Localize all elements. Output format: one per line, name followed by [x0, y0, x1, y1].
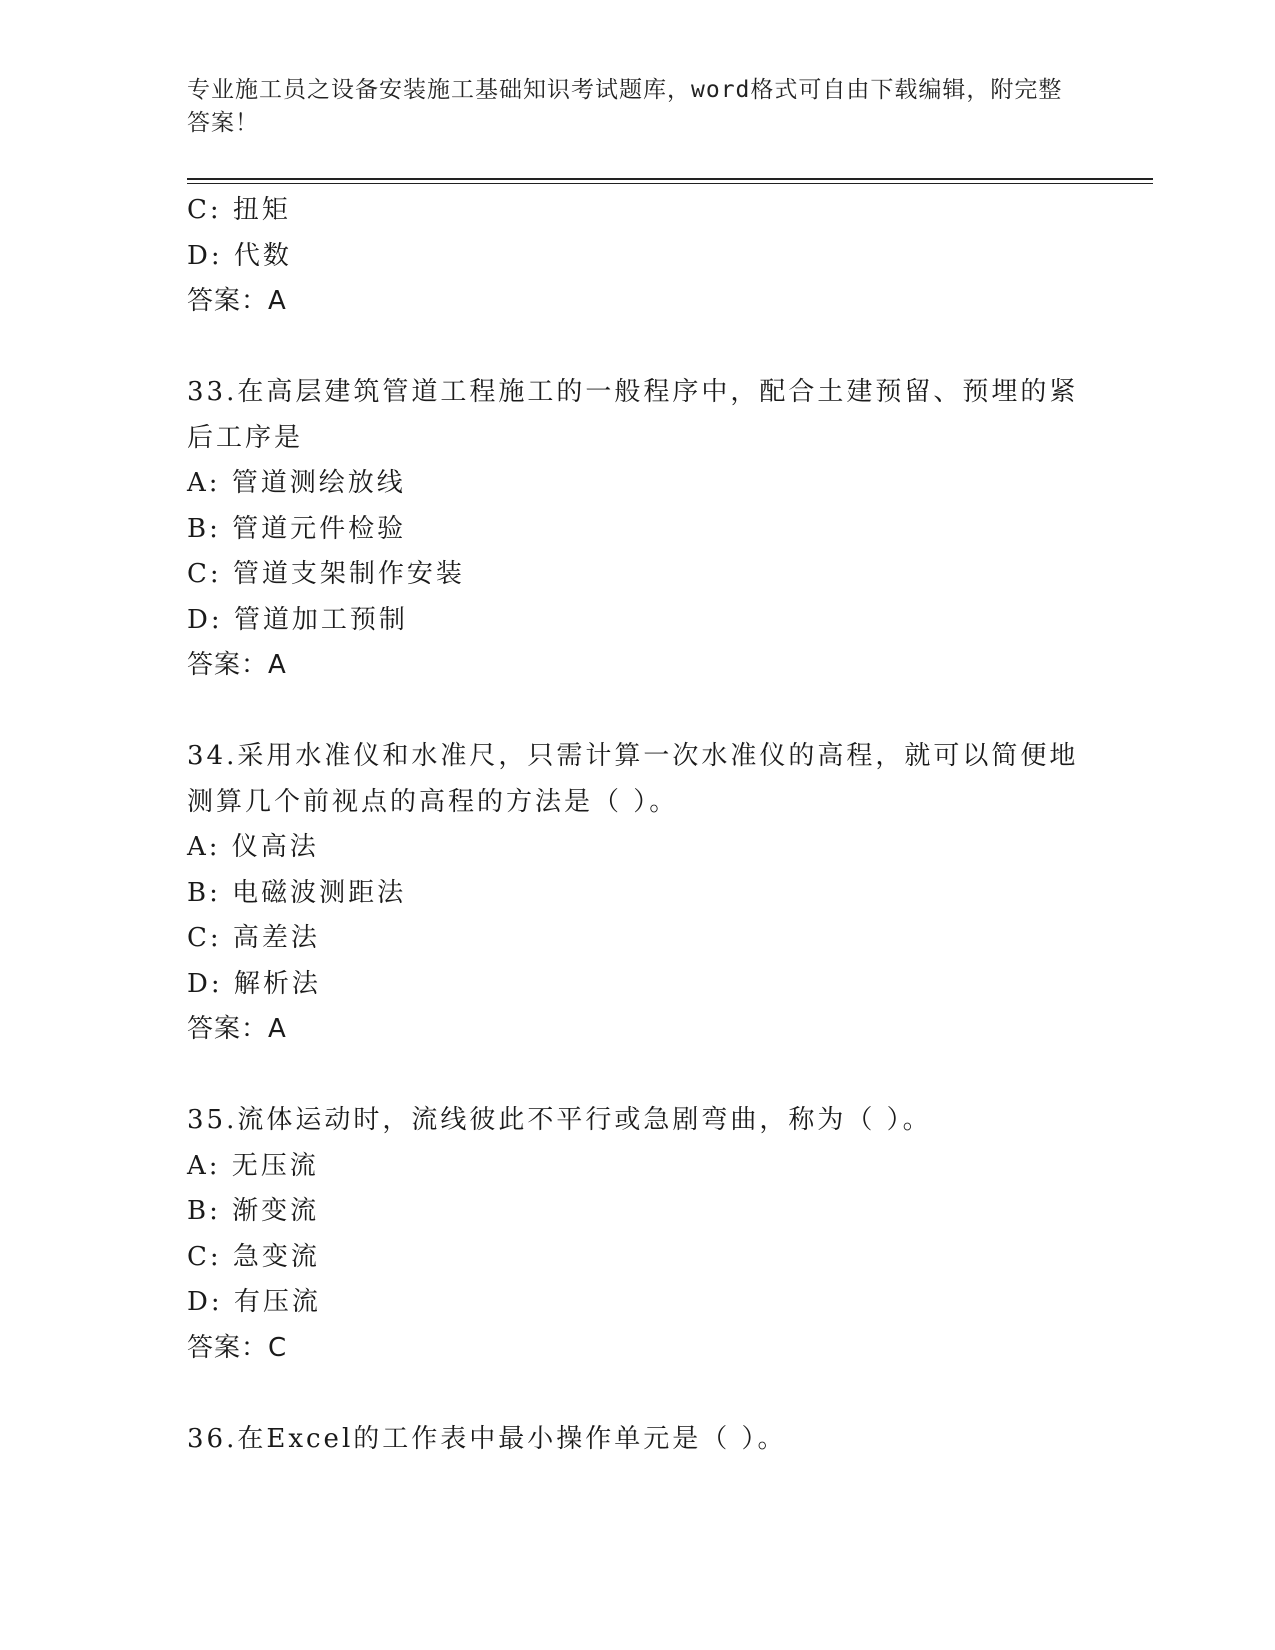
- spacer: [187, 1053, 1087, 1099]
- spacer: [187, 325, 1087, 371]
- option-b: B: 渐变流: [187, 1196, 320, 1226]
- document-header: 专业施工员之设备安装施工基础知识考试题库，word格式可自由下载编辑，附完整答案！: [187, 77, 1063, 136]
- question-stem: 后工序是: [187, 422, 304, 453]
- spacer: [187, 689, 1087, 735]
- option-c: C: 扭矩: [187, 195, 291, 225]
- question-stem: 测算几个前视点的高程的方法是（ ）。: [187, 786, 679, 817]
- option-a: A: 仪高法: [187, 832, 319, 862]
- option-b: B: 管道元件检验: [187, 513, 407, 544]
- option-c: C: 急变流: [187, 1241, 320, 1272]
- question-stem: 35.流体运动时，流线彼此不平行或急剧弯曲，称为（ ）。: [187, 1105, 932, 1135]
- header-rule-thick: [187, 178, 1153, 180]
- answer-line: 答案：A: [187, 650, 287, 680]
- option-a: A: 无压流: [187, 1150, 319, 1181]
- option-b: B: 电磁波测距法: [187, 877, 407, 908]
- header-rule-thin: [187, 183, 1153, 184]
- answer-line: 答案：A: [187, 1014, 287, 1044]
- option-d: D: 管道加工预制: [187, 604, 408, 635]
- question-stem: 36.在Excel的工作表中最小操作单元是（ ）。: [187, 1423, 787, 1454]
- question-stem: 34.采用水准仪和水准尺，只需计算一次水准仪的高程，就可以简便地: [187, 741, 1079, 771]
- question-stem: 33.在高层建筑管道工程施工的一般程序中，配合土建预留、预埋的紧: [187, 377, 1079, 407]
- option-a: A: 管道测绘放线: [187, 468, 406, 498]
- option-c: C: 管道支架制作安装: [187, 559, 465, 589]
- option-d: D: 代数: [187, 240, 292, 271]
- question-list: [187, 188, 1087, 1462]
- answer-line: 答案：A: [187, 286, 287, 316]
- option-d: D: 解析法: [187, 968, 321, 999]
- option-c: C: 高差法: [187, 923, 320, 953]
- spacer: [187, 1371, 1087, 1417]
- option-d: D: 有压流: [187, 1287, 321, 1317]
- answer-line: 答案：C: [187, 1332, 288, 1363]
